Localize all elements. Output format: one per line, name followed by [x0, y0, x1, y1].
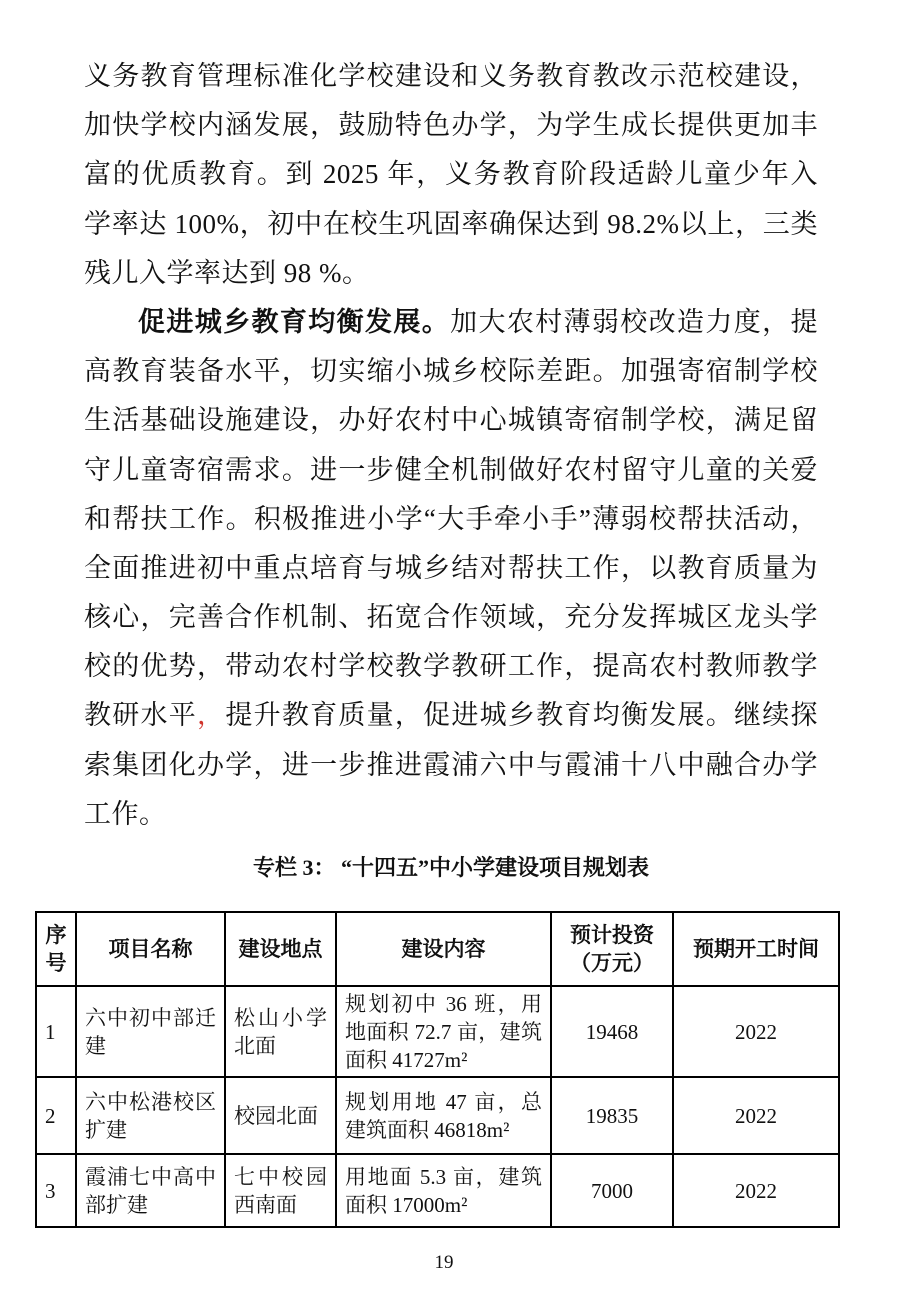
body-text-line: 和帮扶工作。积极推进小学“大手牵小手”薄弱校帮扶活动， — [84, 503, 818, 534]
table-row — [36, 1154, 839, 1227]
cell-content: 用地面 5.3 亩，建筑面积 17000m² — [336, 1154, 551, 1227]
table-row — [36, 986, 839, 1077]
col-header-project-name: 项目名称 — [76, 912, 225, 986]
body-text-line: 加快学校内涵发展，鼓励特色办学，为学生成长提供更加丰 — [84, 110, 818, 141]
cell-investment: 19835 — [551, 1077, 673, 1154]
col-header-location: 建设地点 — [225, 912, 336, 986]
col-header-index: 序号 — [36, 912, 76, 986]
table-title: 专栏 3： “十四五”中小学建设项目规划表 — [252, 855, 649, 880]
body-text-line: 守儿童寄宿需求。进一步健全机制做好农村留守儿童的关爱 — [84, 454, 818, 485]
body-text-line: 义务教育管理标准化学校建设和义务教育教改示范校建设， — [84, 61, 818, 91]
cell-content: 规划初中 36 班，用地面积 72.7 亩，建筑面积 41727m² — [336, 986, 551, 1077]
body-text-line: 工作。 — [84, 798, 167, 829]
cell-content: 规划用地 47 亩，总建筑面积 46818m² — [336, 1077, 551, 1154]
body-text-line: 全面推进初中重点培育与城乡结对帮扶工作，以教育质量为 — [84, 552, 818, 583]
col-header-start-time: 预期开工时间 — [673, 912, 839, 986]
body-text-line: 高教育装备水平，切实缩小城乡校际差距。加强寄宿制学校 — [84, 356, 818, 387]
col-header-content: 建设内容 — [336, 912, 551, 986]
table-header-row — [36, 912, 839, 986]
cell-start-time: 2022 — [673, 1077, 839, 1154]
cell-start-time: 2022 — [673, 986, 839, 1077]
cell-project-name: 霞浦七中高中部扩建 — [76, 1154, 225, 1227]
cell-location: 校园北面 — [225, 1077, 336, 1154]
paragraph-lead-bold: 促进城乡教育均衡发展。 — [138, 306, 451, 337]
body-text-line: 核心，完善合作机制、拓宽合作领域，充分发挥城区龙头学 — [84, 602, 818, 633]
school-construction-plan-table — [35, 911, 840, 1228]
body-text-line: 生活基础设施建设，办好农村中心城镇寄宿制学校，满足留 — [84, 405, 818, 436]
cell-start-time: 2022 — [673, 1154, 839, 1227]
cell-investment: 19468 — [551, 986, 673, 1077]
cell-project-name: 六中初中部迁建 — [76, 986, 225, 1077]
body-text-line: 残儿入学率达到 98 %。 — [84, 257, 370, 288]
cell-index: 1 — [36, 986, 76, 1077]
body-text-line: 学率达 100%，初中在校生巩固率确保达到 98.2%以上，三类 — [84, 208, 818, 239]
cell-index: 3 — [36, 1154, 76, 1227]
body-text-line: 索集团化办学，进一步推进霞浦六中与霞浦十八中融合办学 — [84, 749, 818, 780]
body-text-line: 富的优质教育。到 2025 年，义务教育阶段适龄儿童少年入 — [84, 159, 818, 190]
paragraph-urban-rural-balance — [84, 298, 818, 839]
cell-location: 松山小学北面 — [225, 986, 336, 1077]
body-text-line — [84, 298, 818, 347]
cell-location: 七中校园西南面 — [225, 1154, 336, 1227]
body-text-line-red-comma: 教研水平，提升教育质量，促进城乡教育均衡发展。继续探 — [84, 700, 818, 731]
cell-investment: 7000 — [551, 1154, 673, 1227]
red-comma: ， — [197, 700, 226, 731]
body-text-line: 校的优势，带动农村学校教学教研工作，提高农村教师教学 — [84, 651, 818, 682]
paragraph-compulsory-education — [84, 52, 818, 298]
body-text — [84, 52, 818, 883]
col-header-investment: 预计投资 （万元） — [551, 912, 673, 986]
paragraph-lead-rest: 加大农村薄弱校改造力度，提 — [450, 306, 818, 337]
cell-index: 2 — [36, 1077, 76, 1154]
table-row — [36, 1077, 839, 1154]
cell-project-name: 六中松港校区扩建 — [76, 1077, 225, 1154]
page-number: 19 — [434, 1252, 454, 1273]
